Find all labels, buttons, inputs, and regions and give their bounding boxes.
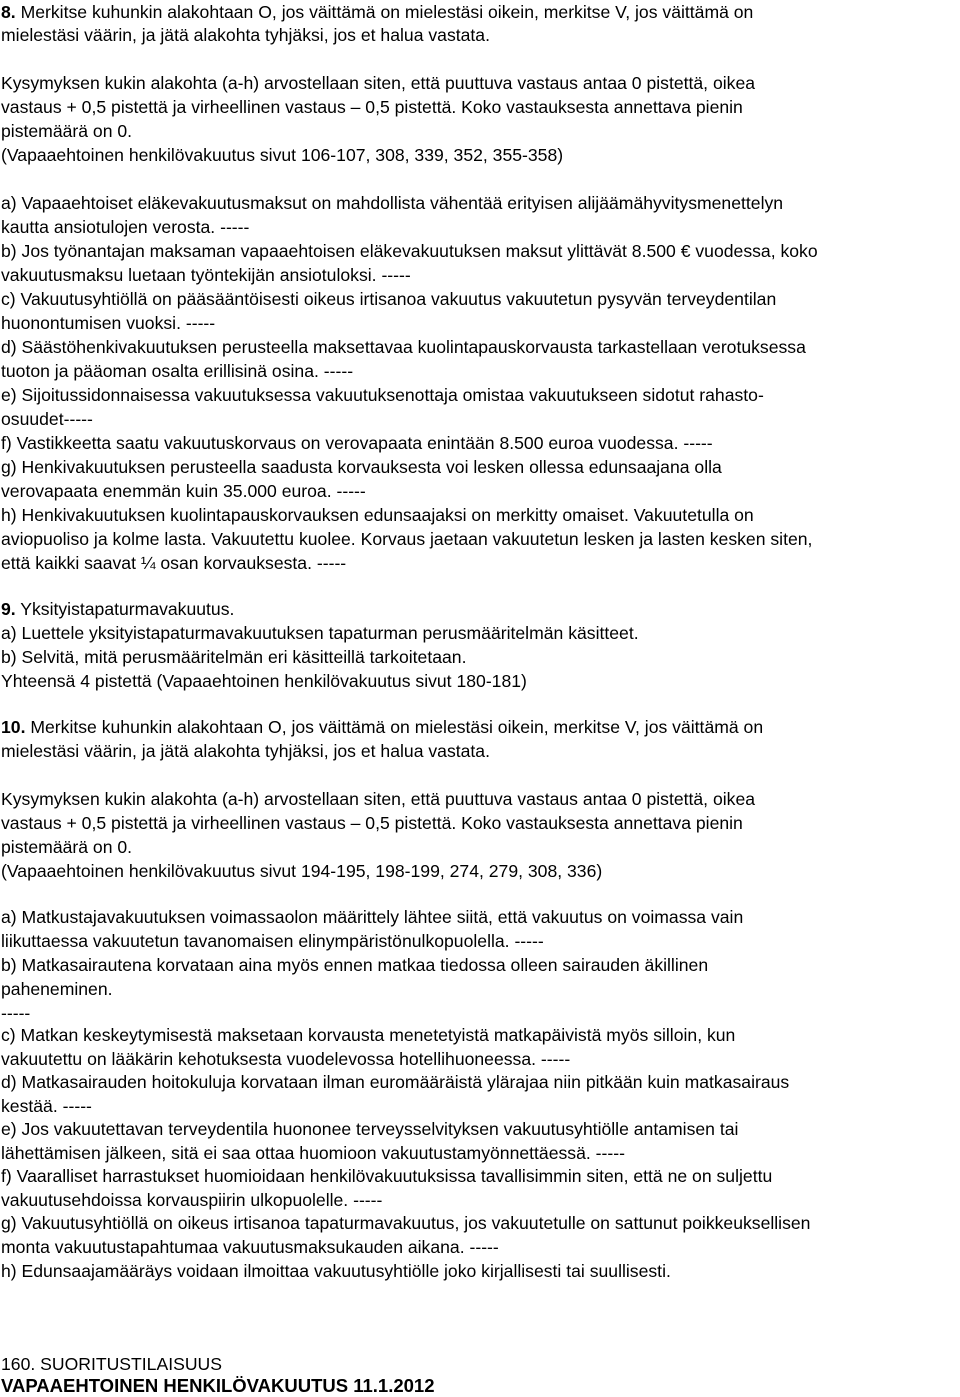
question-8-reference: (Vapaaehtoinen henkilövakuutus sivut 106-107, 308, 339, 352, 355-358) <box>1 145 564 165</box>
question-10-item-g: g) Vakuutusyhtiöllä on oikeus irtisanoa tapaturmavakuutus, jos vakuutetulle on sattunut poikkeuksellisen <box>1 1213 811 1233</box>
question-10-item-f: f) Vaaralliset harrastukset huomioidaan henkilövakuutuksissa tavallisimmin siten, että ne on suljettu <box>1 1166 773 1186</box>
question-10-item-f: vakuutusehdoissa korvauspiirin ulkopuolelle. ----- <box>1 1190 383 1210</box>
question-10-scoring: Kysymyksen kukin alakohta (a-h) arvostellaan siten, että puuttuva vastaus antaa 0 pistettä, oikea <box>1 789 756 809</box>
question-10-number: 10. <box>1 717 26 737</box>
question-8-item-c: huonontumisen vuoksi. ----- <box>1 313 216 333</box>
question-10-item-g: monta vakuutustapahtumaa vakuutusmaksukauden aikana. ----- <box>1 1237 499 1257</box>
question-8-item-b: vakuutusmaksu luetaan työntekijän ansiotuloksi. ----- <box>1 265 411 285</box>
question-10-item-d: kestää. ----- <box>1 1096 92 1116</box>
question-8-item-h: h) Henkivakuutuksen kuolintapauskorvauksen edunsaajaksi on merkitty omaiset. Vakuutetulla on <box>1 505 754 525</box>
question-8-item-e: e) Sijoitussidonnaisessa vakuutuksessa vakuutuksenottaja omistaa vakuutukseen sidotut rahasto- <box>1 385 764 405</box>
question-8-item-g: verovapaata enemmän kuin 35.000 euroa. ----- <box>1 481 366 501</box>
question-10-item-c: vakuutettu on lääkärin kehotuksesta vuodelevossa hotellihuoneessa. ----- <box>1 1049 571 1069</box>
question-9-number: 9. <box>1 599 16 619</box>
footer-exam-title: VAPAAEHTOINEN HENKILÖVAKUUTUS 11.1.2012 <box>1 1375 435 1396</box>
question-8-intro-text: Merkitse kuhunkin alakohtaan O, jos väittämä on mielestäsi oikein, merkitse V, jos väittämä on <box>15 2 754 22</box>
question-9-part-b: b) Selvitä, mitä perusmääritelmän eri käsitteillä tarkoitetaan. <box>1 647 467 667</box>
question-10-intro-line: mielestäsi väärin, ja jätä alakohta tyhjäksi, jos et halua vastata. <box>1 741 490 761</box>
question-8-number: 8. <box>1 2 16 22</box>
question-10-reference: (Vapaaehtoinen henkilövakuutus sivut 194-195, 198-199, 274, 279, 308, 336) <box>1 861 603 881</box>
question-8-intro-line: mielestäsi väärin, ja jätä alakohta tyhjäksi, jos et halua vastata. <box>1 25 490 45</box>
question-8-item-c: c) Vakuutusyhtiöllä on pääsääntöisesti oikeus irtisanoa vakuutus vakuutetun pysyvän terveydentilan <box>1 289 777 309</box>
question-10-item-c: c) Matkan keskeytymisestä maksetaan korvausta menetetyistä matkapäivistä myös silloin, kun <box>1 1025 736 1045</box>
question-8-intro <box>1 1 753 23</box>
question-8-item-a: kautta ansiotulojen verosta. ----- <box>1 217 250 237</box>
question-8-item-h: että kaikki saavat ¼ osan korvauksesta. ----- <box>1 553 347 573</box>
question-8-item-d: tuoton ja pääoman osalta erillisinä osina. ----- <box>1 361 354 381</box>
question-10-intro-text: Merkitse kuhunkin alakohtaan O, jos väittämä on mielestäsi oikein, merkitse V, jos väittämä on <box>25 717 764 737</box>
question-10-intro <box>1 716 763 738</box>
question-8-scoring: vastaus + 0,5 pistettä ja virheellinen vastaus – 0,5 pistettä. Koko vastauksesta annettava pienin <box>1 97 743 117</box>
question-10-item-a: a) Matkustajavakuutuksen voimassaolon määrittely lähtee siitä, että vakuutus on voimassa vain <box>1 907 744 927</box>
question-10-item-b: ----- <box>1 1003 31 1023</box>
question-8-item-f: f) Vastikkeetta saatu vakuutuskorvaus on verovapaata enintään 8.500 euroa vuodessa. ----- <box>1 433 713 453</box>
footer-exam-code: 160. SUORITUSTILAISUUS <box>1 1354 222 1374</box>
question-10-item-e: e) Jos vakuutettavan terveydentila huononee terveysselvityksen vakuutusyhtiölle antamisen tai <box>1 1119 739 1139</box>
question-10-scoring: vastaus + 0,5 pistettä ja virheellinen vastaus – 0,5 pistettä. Koko vastauksesta annettava pienin <box>1 813 743 833</box>
question-9-title-text: Yksityistapaturmavakuutus. <box>15 599 235 619</box>
question-10-item-d: d) Matkasairauden hoitokuluja korvataan ilman euromääräistä ylärajaa niin pitkään kuin matkasairaus <box>1 1072 790 1092</box>
question-10-scoring: pistemäärä on 0. <box>1 837 133 857</box>
question-8-item-a: a) Vapaaehtoiset eläkevakuutusmaksut on mahdollista vähentää erityisen alijäämähyvitysmenettelyn <box>1 193 784 213</box>
question-10-item-b: b) Matkasairautena korvataan aina myös ennen matkaa tiedossa olleen sairauden äkillinen <box>1 955 709 975</box>
question-8-item-h: aviopuoliso ja kolme lasta. Vakuutettu kuolee. Korvaus jaetaan vakuutetun lesken ja lasten kesken siten, <box>1 529 813 549</box>
question-10-item-h: h) Edunsaajamääräys voidaan ilmoittaa vakuutusyhtiölle joko kirjallisesti tai suullisesti. <box>1 1261 671 1281</box>
question-9-title <box>1 598 234 620</box>
question-10-item-e: lähettämisen jälkeen, sitä ei saa ottaa huomioon vakuutustamyönnettäessä. ----- <box>1 1143 625 1163</box>
question-8-item-b: b) Jos työnantajan maksaman vapaaehtoisen eläkevakuutuksen maksut ylittävät 8.500 € vuodessa, koko <box>1 241 818 261</box>
question-8-item-g: g) Henkivakuutuksen perusteella saadusta korvauksesta voi lesken ollessa edunsaajana olla <box>1 457 722 477</box>
question-9-part-a: a) Luettele yksityistapaturmavakuutuksen tapaturman perusmääritelmän käsitteet. <box>1 623 639 643</box>
question-9-total: Yhteensä 4 pistettä (Vapaaehtoinen henkilövakuutus sivut 180-181) <box>1 671 527 691</box>
question-8-scoring: pistemäärä on 0. <box>1 121 133 141</box>
question-8-item-d: d) Säästöhenkivakuutuksen perusteella maksettavaa kuolintapauskorvausta tarkastellaan verotuksessa <box>1 337 806 357</box>
question-8-scoring: Kysymyksen kukin alakohta (a-h) arvostellaan siten, että puuttuva vastaus antaa 0 pistettä, oikea <box>1 73 756 93</box>
question-10-item-b: paheneminen. <box>1 979 113 999</box>
question-10-item-a: liikuttaessa vakuutetun tavanomaisen elinympäristönulkopuolella. ----- <box>1 931 544 951</box>
question-8-item-e: osuudet----- <box>1 409 93 429</box>
